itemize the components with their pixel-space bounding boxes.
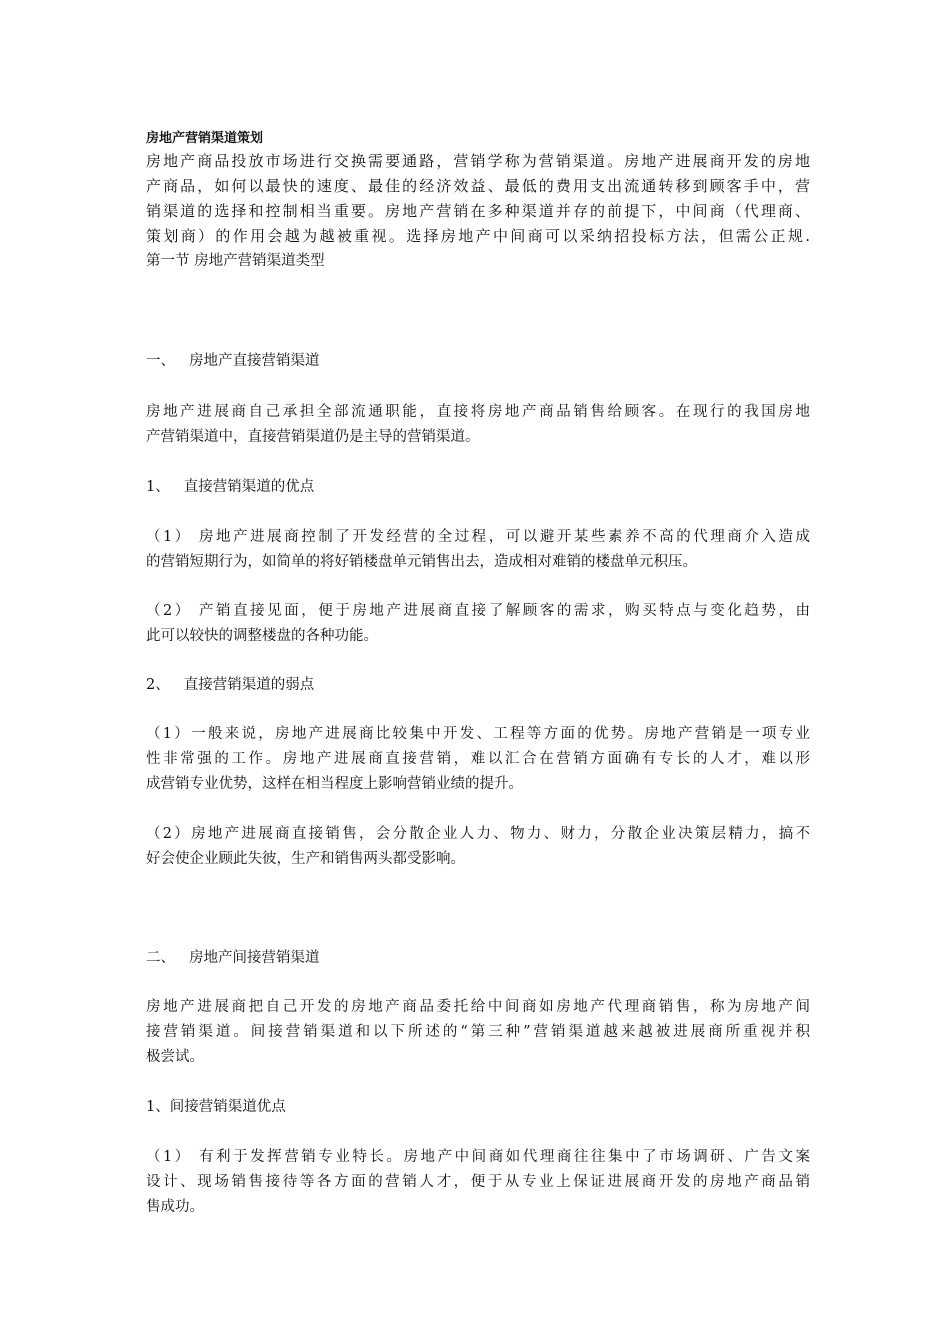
part1-dis-item-1 [146,722,810,797]
text-line: 成营销专业优势，这样在相当程度上影响营销业绩的提升。 [146,776,523,792]
intro-paragraph [146,149,810,249]
adv-number: 1、 [146,479,170,495]
text-line: 接营销渠道。间接营销渠道和以下所述的“第三种”营销渠道越来越被进展商所重视并积 [146,1024,810,1040]
text-line: 性非常强的工作。房地产进展商直接营销，难以汇合在营销方面确有专长的人才，难以形 [146,751,810,767]
part1-paragraph [146,400,810,450]
text-line: 产商品，如何以最快的速度、最佳的经济效益、最低的费用支出流通转移到顾客手中，营 [146,177,810,195]
part1-adv-heading [146,475,810,500]
text-line: 产营销渠道中，直接营销渠道仍是主导的营销渠道。 [146,429,480,445]
text-line: 设计、现场销售接待等各方面的营销人才，便于从专业上保证进展商开发的房地产商品销 [146,1174,810,1190]
text-line: （2） 产销直接见面，便于房地产进展商直接了解顾客的需求，购买特点与变化趋势，由 [146,603,810,619]
adv-title: 直接营销渠道的优点 [183,479,315,495]
part1-title: 房地产直接营销渠道 [189,353,320,369]
text-line: 售成功。 [146,1199,204,1215]
text-line: （1） 房地产进展商控制了开发经营的全过程，可以避开某些素养不高的代理商介入造成 [146,529,810,545]
dis-number: 2、 [146,677,170,693]
text-line: 好会使企业顾此失彼，生产和销售两头都受影响。 [146,851,465,867]
dis-title: 直接营销渠道的弱点 [183,677,315,693]
part1-adv-item-1 [146,525,810,575]
text-line: （2）房地产进展商直接销售，会分散企业人力、物力、财力，分散企业决策层精力，搞不 [146,826,810,842]
text-line: 策划商）的作用会越为越被重视。选择房地产中间商可以采纳招投标方法，但需公正规. [146,227,810,245]
part2-number: 二、 [146,950,175,966]
text-line: （1）一般来说，房地产进展商比较集中开发、工程等方面的优势。房地产营销是一项专业 [146,726,810,742]
part1-number: 一、 [146,353,175,369]
part2-adv-item-1 [146,1145,810,1220]
part2-title: 房地产间接营销渠道 [189,950,320,966]
part1-dis-heading [146,673,810,698]
part2-adv-heading: 1、间接营销渠道优点 [146,1099,286,1115]
part2-paragraph [146,995,810,1070]
part1-dis-item-2 [146,822,810,872]
text-line: 房地产进展商自己承担全部流通职能，直接将房地产商品销售给顾客。在现行的我国房地 [146,404,810,420]
part2-heading [146,946,810,971]
part1-adv-item-2 [146,599,810,649]
text-line: 房地产商品投放市场进行交换需要通路，营销学称为营销渠道。房地产进展商开发的房地 [146,152,810,170]
text-line: 房地产进展商把自己开发的房地产商品委托给中间商如房地产代理商销售，称为房地产间 [146,999,810,1015]
text-line: 销渠道的选择和控制相当重要。房地产营销在多种渠道并存的前提下，中间商（代理商、 [146,202,810,220]
section-heading: 第一节 房地产营销渠道类型 [146,253,325,269]
part1-heading [146,349,810,374]
text-line: （1） 有利于发挥营销专业特长。房地产中间商如代理商往往集中了市场调研、广告文案 [146,1149,810,1165]
text-line: 极尝试。 [146,1049,204,1065]
text-line: 此可以较快的调整楼盘的各种功能。 [146,628,378,644]
text-line: 的营销短期行为，如简单的将好销楼盘单元销售出去，造成相对难销的楼盘单元积压。 [146,554,697,570]
doc-title: 房地产营销渠道策划 [146,131,264,146]
